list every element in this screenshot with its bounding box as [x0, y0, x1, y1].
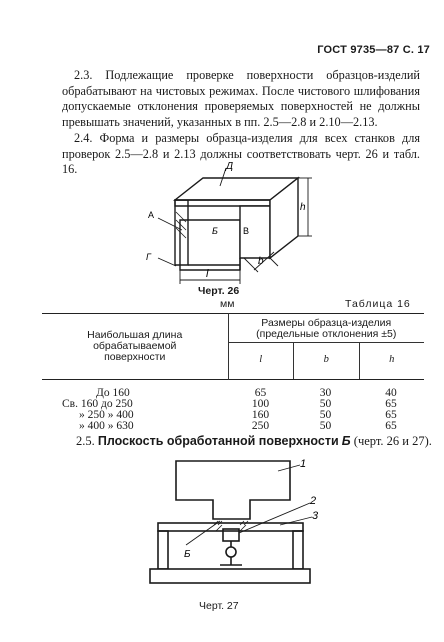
row-h: 65 — [385, 409, 397, 421]
row-l: 65 — [254, 387, 267, 399]
label-d: Д — [226, 161, 234, 172]
sub-header-l: l — [229, 343, 295, 379]
col-group-sizes — [228, 314, 424, 380]
left-leg — [158, 531, 168, 569]
paragraph-2-4-text: 2.4. Форма и размеры образца-изделия для всех станков для проверок 2.5—2.8 и 2.13 должны соответствовать черт. 26 и табл. 16. — [62, 131, 420, 176]
row-range: До 160 — [96, 387, 130, 399]
paragraph-2-3 — [62, 68, 420, 130]
section-letter: Б — [341, 434, 351, 448]
table-title: Таблица 16 — [345, 298, 411, 310]
figure-26-caption: Черт. 26 — [198, 285, 240, 297]
label-v: В — [243, 226, 250, 236]
dial-gauge — [226, 547, 236, 557]
figure-26-drawing — [140, 160, 320, 290]
label-a: А — [148, 210, 155, 220]
row-range: Св. 160 до 250 — [62, 398, 133, 410]
table-units: мм — [220, 298, 235, 310]
left-column — [175, 200, 188, 265]
right-leg — [293, 531, 303, 569]
section-ref: (черт. 26 и 27). — [353, 434, 432, 448]
face-b — [180, 220, 240, 270]
row-b: 30 — [319, 387, 332, 399]
label-2: 2 — [310, 495, 317, 507]
base-plate — [150, 569, 310, 583]
label-b-dim: b — [258, 256, 264, 267]
label-g: Г — [146, 252, 151, 262]
section-title: Плоскость обработанной поверхности — [97, 434, 339, 448]
label-b-face: Б — [212, 226, 218, 236]
row-l: 250 — [251, 420, 270, 432]
row-range: » 250 » 400 — [79, 409, 134, 421]
row-h: 65 — [385, 420, 397, 432]
row-range: » 400 » 630 — [79, 420, 134, 432]
label-b: Б — [184, 549, 191, 560]
row-l: 100 — [251, 398, 270, 410]
label-h: h — [300, 202, 306, 213]
section-number: 2.5. — [76, 434, 95, 448]
sub-header-b: b — [294, 343, 360, 379]
figure-27-drawing — [140, 455, 340, 590]
col-group-header: Размеры образца-изделия (предельные отклонения ±5) — [229, 314, 425, 343]
row-h: 40 — [385, 387, 397, 399]
dimensions-table — [42, 313, 424, 432]
col-header-length: Наибольшая длина обрабатываемой поверхности — [42, 314, 228, 380]
label-3: 3 — [312, 510, 319, 522]
page-header: ГОСТ 9735—87 С. 17 — [317, 44, 430, 56]
label-l: l — [206, 268, 209, 280]
sub-header-row — [229, 343, 425, 379]
top-front-strip — [175, 200, 270, 206]
workpiece — [176, 461, 290, 519]
label-1: 1 — [300, 458, 307, 470]
row-l: 160 — [251, 409, 270, 421]
table-row — [42, 421, 424, 432]
row-b: 50 — [319, 420, 332, 432]
sub-header-h: h — [389, 354, 395, 365]
row-h: 65 — [385, 398, 397, 410]
figure-27-caption: Черт. 27 — [199, 600, 239, 612]
section-2-5-heading — [76, 434, 432, 449]
paragraph-2-3-text: 2.3. Подлежащие проверке поверхности образцов-изделий обрабатывают на чистовых режимах. После чистового шлифования допускаемые отклонения проверяемых поверхностей не должны превышать значений, указанных в пп. 2.5—2.8 и 2.10—2.13. — [62, 68, 420, 129]
row-b: 50 — [319, 409, 332, 421]
table-header-row — [42, 314, 424, 380]
row-b: 50 — [319, 398, 332, 410]
